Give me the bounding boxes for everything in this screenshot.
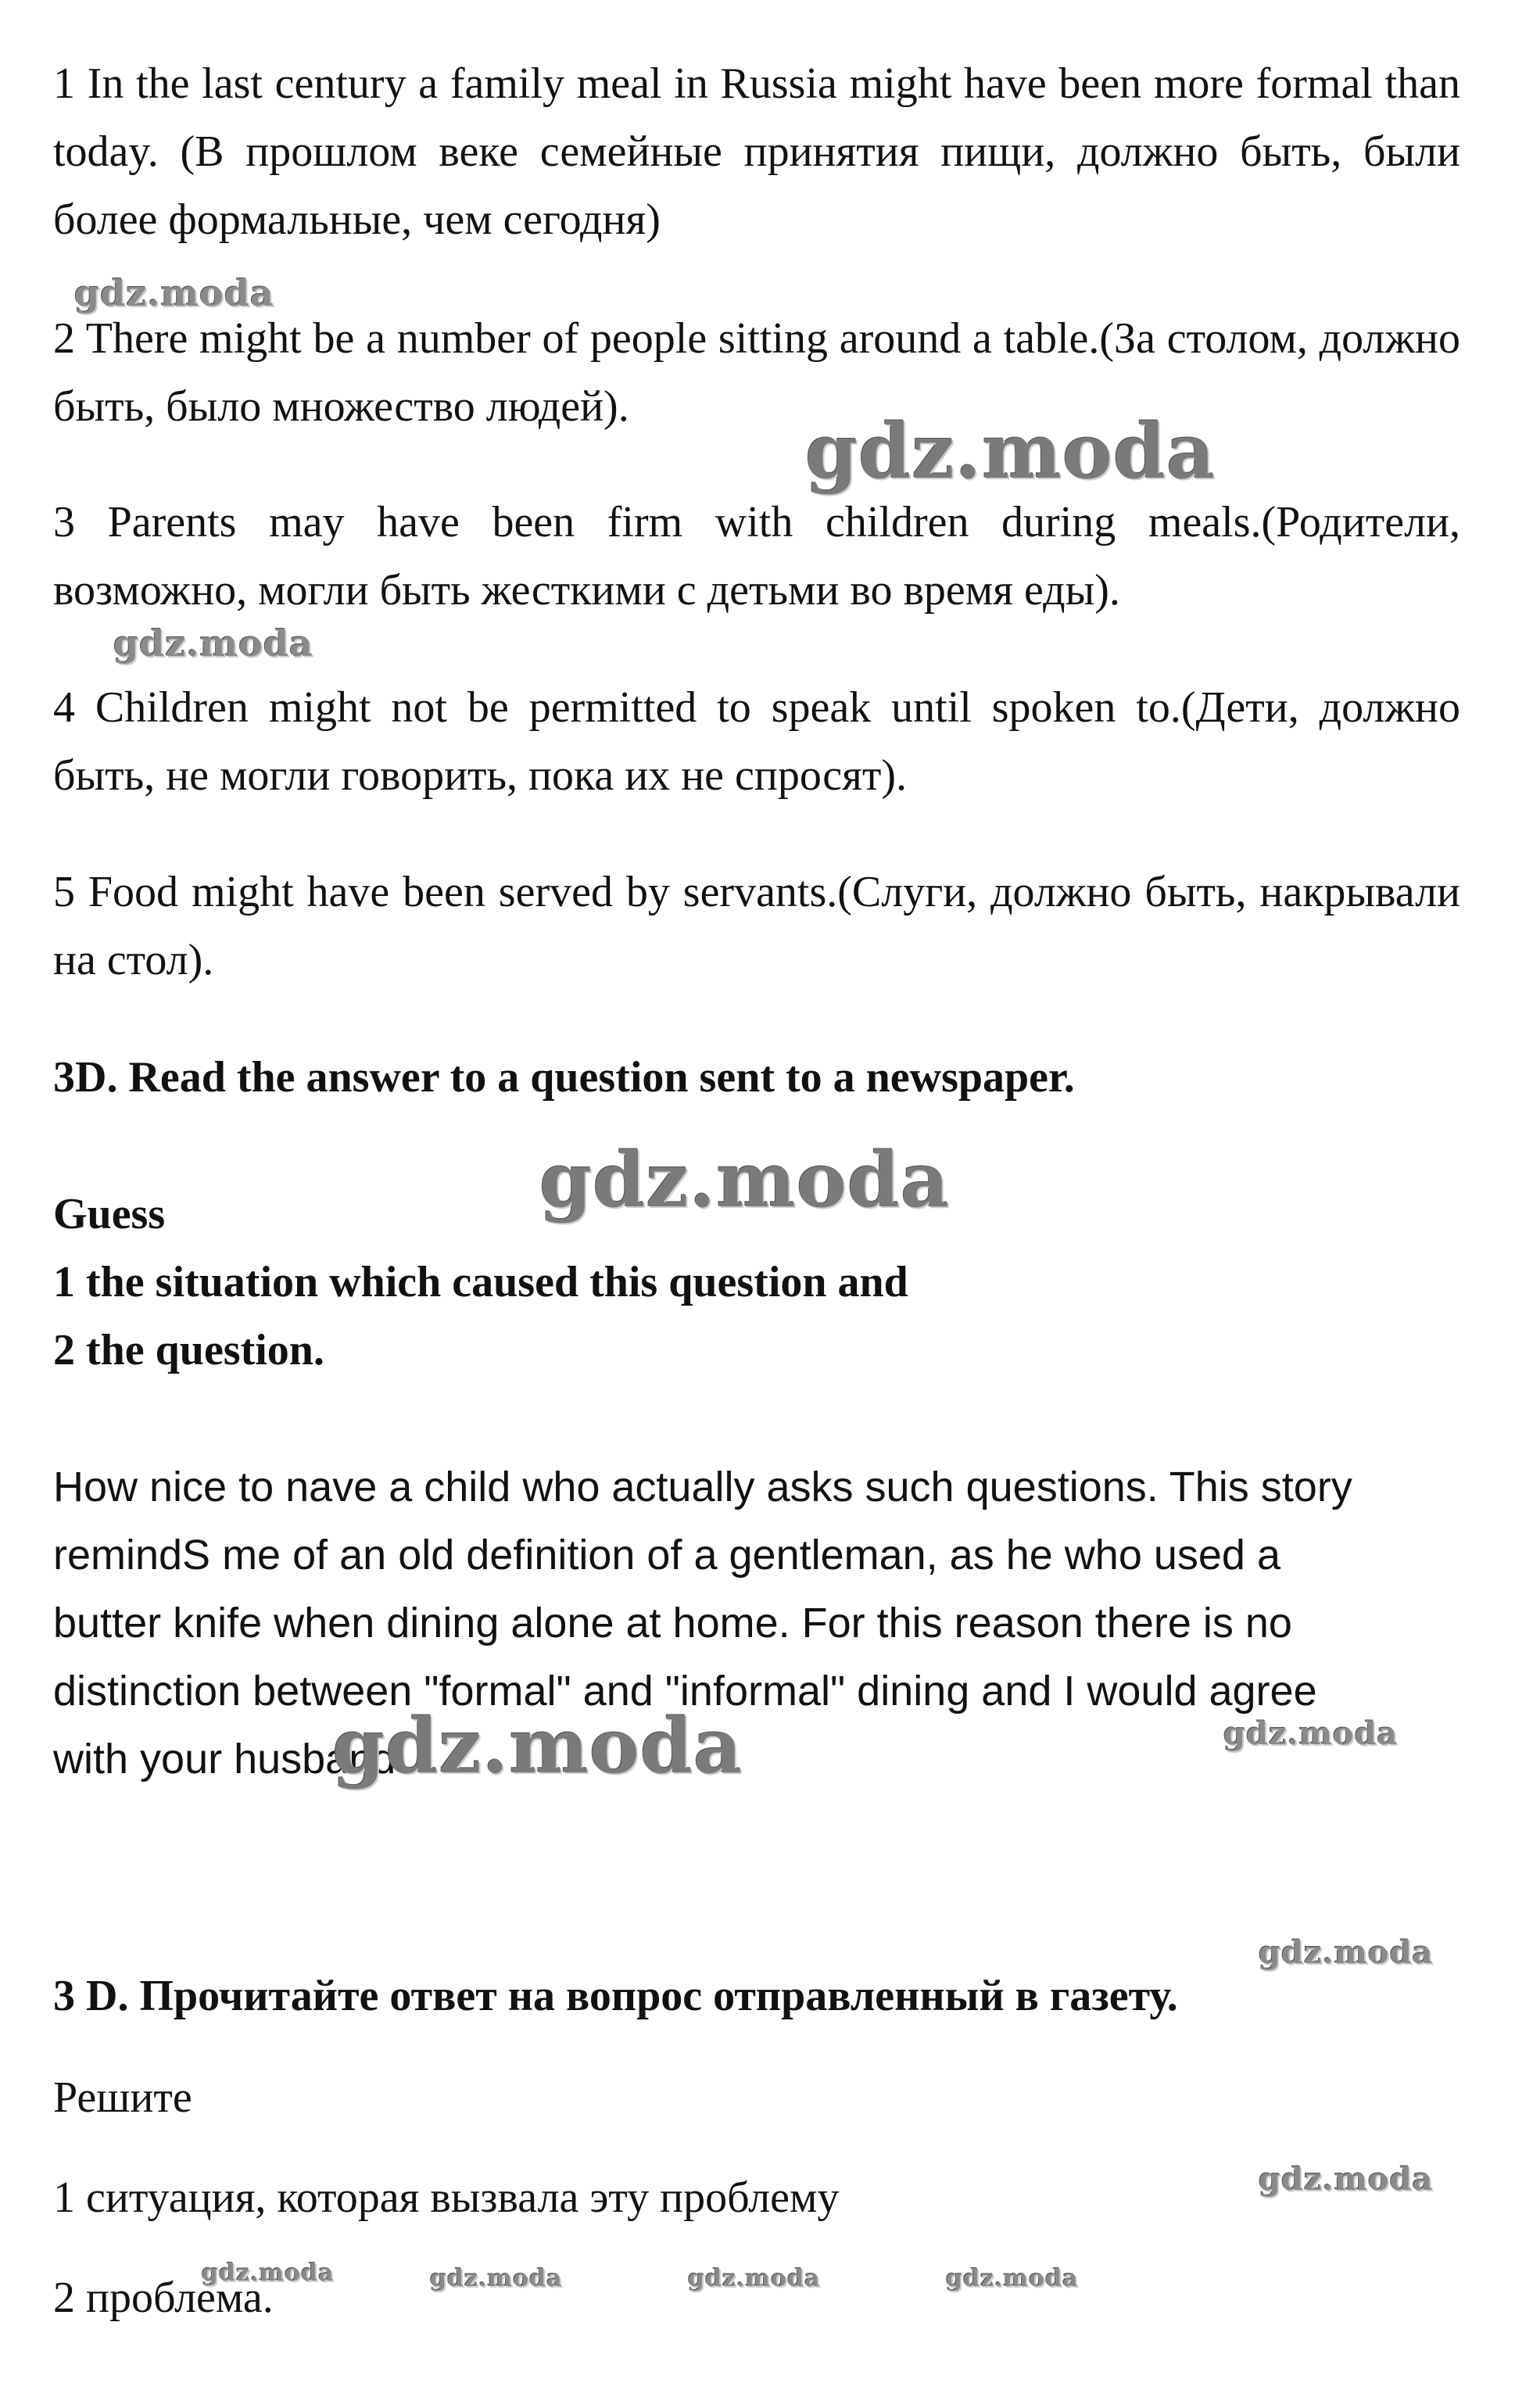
task-en-heading: 3D. Read the answer to a question sent to a newspaper. <box>53 1053 1075 1102</box>
task-en-guess: Guess <box>53 1190 166 1238</box>
watermark: gdz.moda <box>688 2265 821 2292</box>
item-4: 4 Children might not be permitted to speak until spoken to.(Дети, должно быть, не могли говорить, пока их не спросят). <box>53 683 1460 800</box>
watermark: gdz.moda <box>1259 2161 1434 2198</box>
task-en-point-1: 1 the situation which caused this question and <box>53 1258 908 1306</box>
watermark: gdz.moda <box>539 1136 951 1224</box>
task-ru-point-2: 2 проблема. <box>53 2274 274 2322</box>
task-ru-guess: Решите <box>53 2073 192 2122</box>
item-1: 1 In the last century a family meal in Russia might have been more formal than today. (В прошлом веке семейные принятия пищи, должно быть, были более формальные, чем сегодня) <box>53 59 1460 244</box>
item-2: 2 There might be a number of people sitting around a table.(За столом, должно быть, было множество людей). <box>53 314 1460 431</box>
watermark: gdz.moda <box>202 2259 335 2287</box>
watermark: gdz.moda <box>113 622 313 665</box>
watermark: gdz.moda <box>430 2265 563 2292</box>
watermark: gdz.moda <box>1223 1715 1399 1752</box>
item-3: 3 Parents may have been firm with children during meals.(Родители, возможно, могли быть жесткими с детьми во время еды). <box>53 498 1460 615</box>
task-ru-heading: 3 D. Прочитайте ответ на вопрос отправленный в газету. <box>53 1972 1178 2020</box>
watermark: gdz.moda <box>946 2265 1079 2292</box>
item-5: 5 Food might have been served by servants.(Слуги, должно быть, накрывали на стол). <box>53 868 1460 984</box>
task-en-point-2: 2 the question. <box>53 1326 324 1374</box>
task-ru-point-1: 1 ситуация, которая вызвала эту проблему <box>53 2173 840 2222</box>
watermark: gdz.moda <box>332 1702 743 1790</box>
watermark: gdz.moda <box>805 407 1216 496</box>
watermark: gdz.moda <box>74 272 274 314</box>
answer-paragraph: How nice to nave a child who actually asks such questions. This story remindS me of an old definition of a gentleman, as he who used a butter knife when dining alone at home. For this reason there is no distinction between "formal" and "informal" dining and I would agree with your husband. <box>53 1464 1352 1783</box>
watermark: gdz.moda <box>1259 1934 1434 1971</box>
